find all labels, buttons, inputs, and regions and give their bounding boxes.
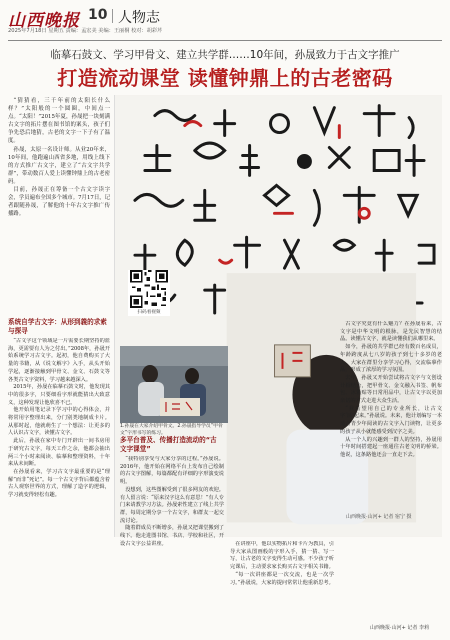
body-column-1 — [8, 338, 110, 634]
body-paragraph: “我特别享受与大家分享的过程。”孙晟说。2016年，他开始在网络平台上发布自己绘制的古文字图解，每篇都配有详细的字形演变说明。 — [120, 456, 224, 486]
body-paragraph: “每一次讲座都是一次交流，也是一次学习。”孙晟说，大家的提问常常让他重新思考。 — [230, 571, 334, 586]
lead-paragraph: 目前，孙晟正在筹备一个古文字读字会，学员遍布全国多个城市。7月17日，记者跟随孙晟，了解他的十年古文字推广传播路。 — [8, 187, 110, 218]
subheading-2: 多平台普及、传播打造流动的“古文字课堂” — [120, 436, 217, 453]
body-paragraph: 从一个人的兴趣到一群人的坚持，孙晟用十年时间搭建起一座通往古老文明的桥梁。他说，这条路他还会一直走下去。 — [340, 436, 442, 458]
lead-paragraph: “猜猜看，三千年前的太阳长什么样？”太阳般的一个圆圈，中间点一点。“太阳！”2015年夏，孙晟把一块刻满古文字的拓片摆在图书馆的案头，孩子们争先恐后地猜，古老的文字一下子有了温度。 — [8, 98, 110, 145]
inset-caption: 1.孙晟在大家介绍甲骨文。2.孙晟指导学员“甲骨文”字形书写的练习。 — [120, 424, 223, 436]
body-paragraph: 如今，孙晟的共学群已经有数百名成员，年龄跨度从七八岁的孩子到七十多岁的老人。大家在群里分享学习心得，交流临摹作品，形成了浓厚的学习氛围。 — [340, 344, 442, 374]
byline: 山西晚报·山河+ 记者 李莉 — [370, 625, 429, 631]
photo-credit: 山西晚报·山河+ 记者 宿宁 摄 — [346, 514, 412, 520]
masthead-divider — [112, 9, 113, 23]
editor-meta: 2025年7月18日 星期五 责编：孟宏美 美编：王丽桐 校对：胡彩芹 — [8, 28, 163, 34]
lead-column — [8, 97, 110, 277]
section-name: 人物志 — [118, 10, 160, 26]
body-paragraph: 在讲座中，他以实物拓片和卡片为教具，引导大家从图画般的字形入手，猜一猜、写一写，让古老的文字变得生动可感。不少孩子听完课后，主动要求家长购买古文字相关书籍。 — [230, 541, 334, 571]
article-headline: 打造流动课堂 读懂钟鼎上的古老密码 — [57, 66, 393, 90]
newspaper-logo: 山西晚报 — [8, 11, 80, 31]
body-column-2 — [120, 456, 224, 634]
body-paragraph: “我希望用自己的专业所长，让古文字‘活’起来。”孙晟说。未来，他计划编写一本适合青少年阅读的古文字入门读物，让更多的孩子从小就能感受到汉字之美。 — [340, 405, 442, 435]
qr-code-box[interactable] — [128, 270, 170, 316]
body-paragraph: 此后，孙晟在家中专门开辟出一间书房用于研究古文字，每天工作之余，他都会抽出两三个小时来阅读、临摹和整理资料，十年来从未间断。 — [8, 438, 110, 468]
qr-code-icon — [128, 270, 170, 308]
body-paragraph: 随着群成员不断增多，孙晟又把课堂搬到了线下。他走进图书馆、书店、学校和社区，开设古文字公益讲座。 — [120, 525, 224, 547]
body-paragraph: 在孙晟看来，学习古文字最重要的是“理解”而非“死记”。每一个古文字背后都蕴含着古人观察世界的方式，理解了造字的逻辑，学习就变得轻松有趣。 — [8, 468, 110, 499]
body-column-4 — [340, 321, 442, 621]
masthead — [8, 6, 442, 40]
header-rule — [8, 40, 442, 41]
inset-photo-teaching — [120, 346, 228, 423]
qr-caption: 扫码看视频 — [137, 310, 161, 315]
body-paragraph: 去年，孙晟又开始尝试将古文字与文创设计相结合，把甲骨文、金文融入书签、帆布包、冰箱贴等日常用品中，让古文字以更加亲切的方式走进大众生活。 — [340, 374, 442, 405]
subheading-1: 系统自学古文字：从形到義的求索与探寻 — [8, 318, 107, 335]
body-paragraph: 古文字究竟有什么魅力？在孙晟看来，古文字是中华文明的根脉，是先民智慧的结晶。读懂古文字，就是读懂我们从哪里来。 — [340, 321, 442, 343]
body-paragraph: 他开始用笔记录下学习中的心得体会，并将常用字整理出来，分门别类地制成卡片。从那时起，他就萌生了一个想法：让更多的人认识古文字，读懂古文字。 — [8, 407, 110, 437]
lead-paragraph: 孙晟，太原一名设计师。从业20年来，10年间，他跑遍山西省多地，用线上线下的方式推广古文字，建立了“古文字共学群”，带动数百人爱上读懂钟鼎上的古老密码。 — [8, 146, 110, 185]
body-paragraph: “古文字这个领域是一片需要长期坚持的蓝海，更需要有人为之付出。”2008年，孙晟开始系统学习古文字。起初，他自费购买了大量的书籍，从《说文解字》入手，从头开始学起，逐渐接触到甲骨文、金文、石鼓文等各类古文字资料，学习越来越深入。 — [8, 338, 110, 383]
page-number: 10 — [88, 7, 108, 23]
body-column-3 — [230, 541, 334, 634]
body-paragraph: 没想到，这些图解受到了很多网友的欢迎。有人留言说：“原来汉字这么有意思！”有人专门来请教学习方法。孙晟索性建立了线上共学群，每周定期分享一个古文字，和群友一起交流讨论。 — [120, 486, 224, 524]
body-paragraph: 2015年，孙晟在临摹石鼓文时，他发现其中的很多字，只要细看字形就能猜出大致意义，这种发现让他欣喜不已。 — [8, 384, 110, 406]
article-kicker: 临摹石鼓文、学习甲骨文、建立共学群……10年间，孙晟致力于古文字推广 — [50, 49, 400, 61]
